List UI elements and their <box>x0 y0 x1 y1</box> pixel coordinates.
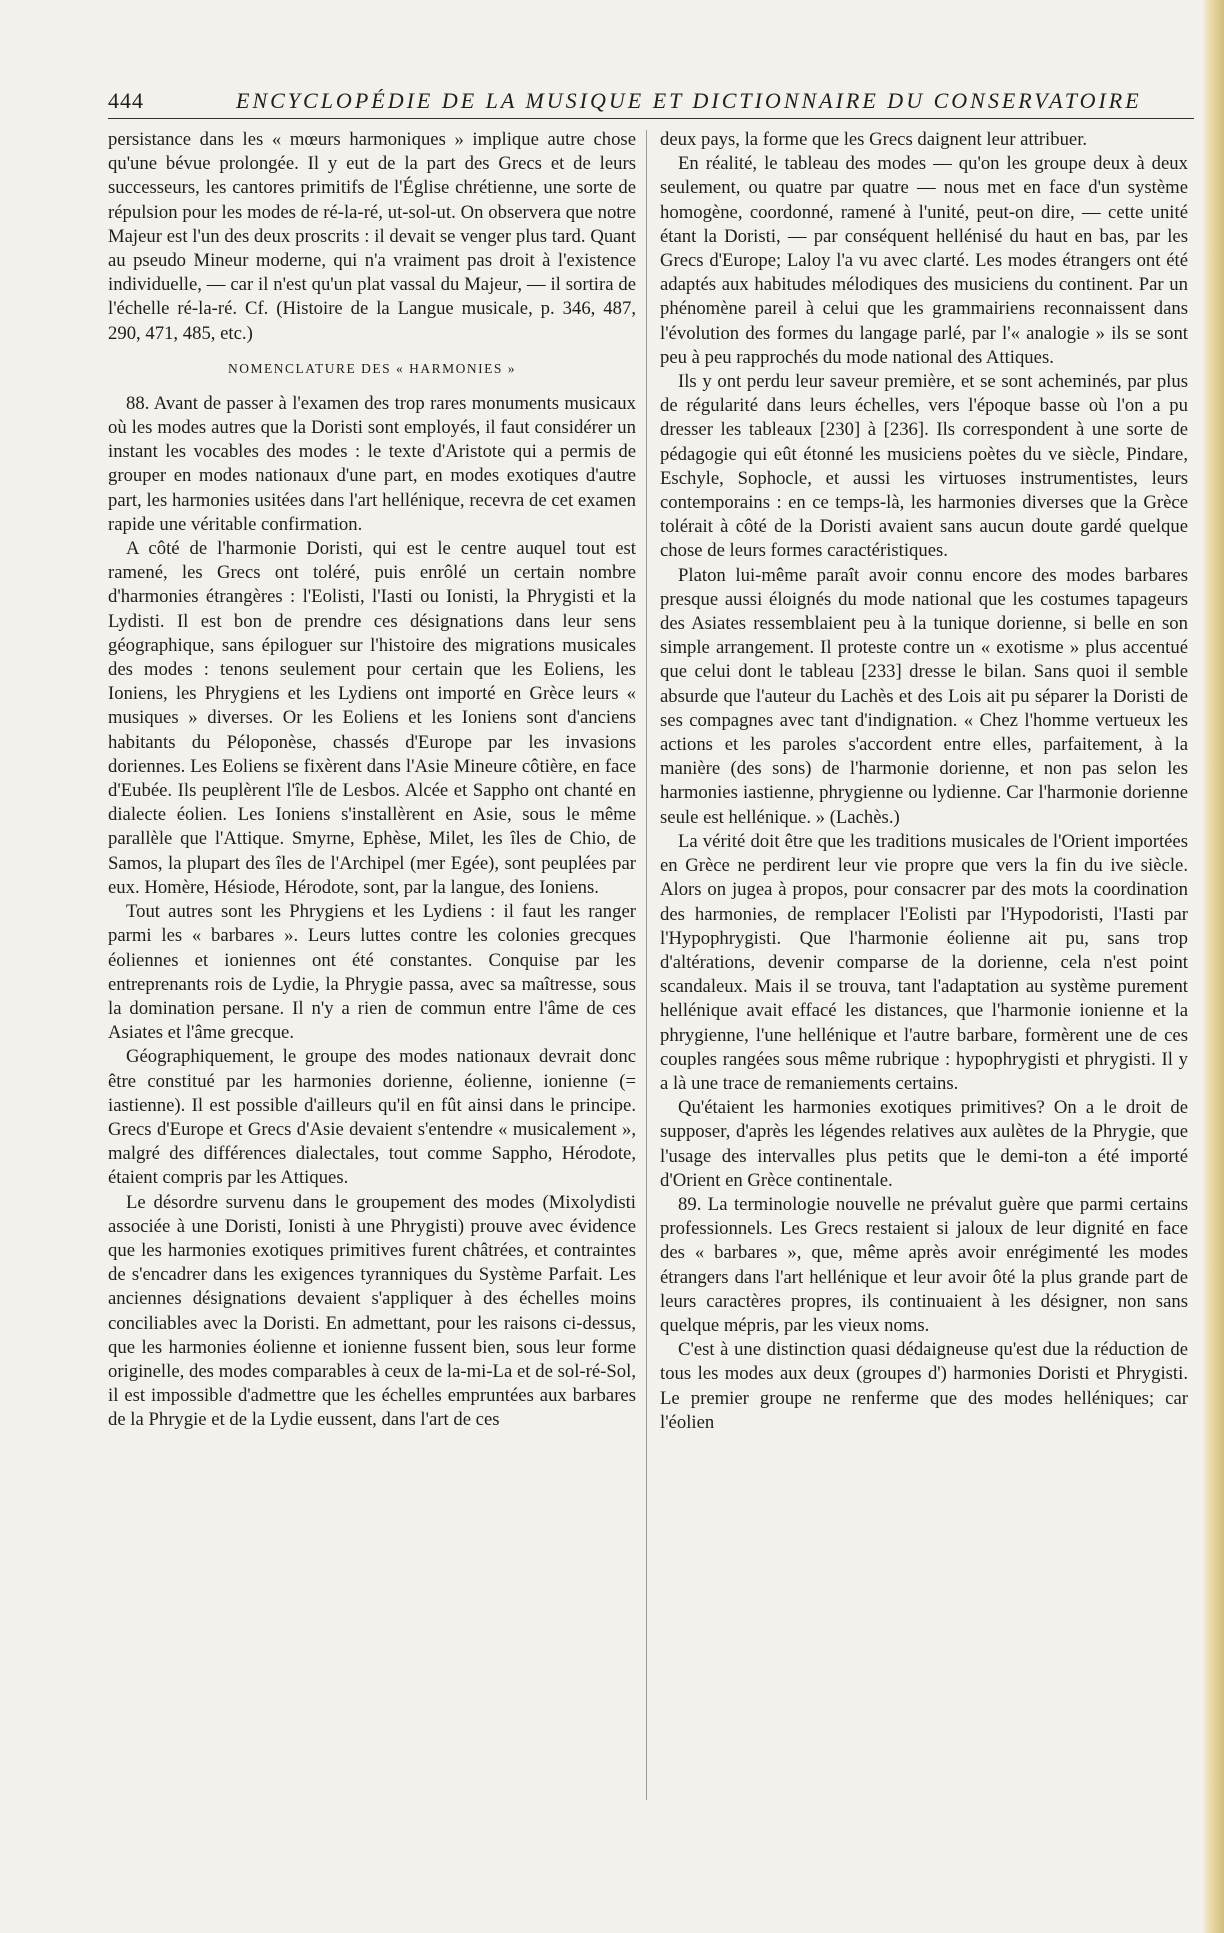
section-heading: NOMENCLATURE DES « HARMONIES » <box>227 360 516 376</box>
paragraph: A côté de l'harmonie Doristi, qui est le centre auquel tout est ramené, les Grecs ont toléré, puis enrôlé un certain nombre d'harmonies étrangères : l'Eolisti, l'Iasti ou Ionisti, la Phrygisti et la Lydisti. Il est bon de prendre ces désignations dans leur sens géographique, sans épiloguer sur l'histoire des migrations musicales des modes : tenons seulement pour certain que les Eoliens, les Ioniens, les Phrygiens et les Lydiens ont importé en Grèce leurs « musiques » diverses. Or les Eoliens et les Ioniens sont d'anciens habitants du Péloponèse, chassés d'Europe par les invasions doriennes. Les Eoliens se fixèrent dans l'Asie Mineure côtière, en face d'Eubée. Ils peuplèrent l'île de Lesbos. Alcée et Sappho ont chanté en dialecte éolien. Les Ioniens s'installèrent en Asie, sous le même parallèle que l'Attique. Smyrne, Ephèse, Milet, les îles de Chio, de Samos, la plupart des îles de l'Archipel (mer Egée), sont peuplées par eux. Homère, Hésiode, Hérodote, sont, par la langue, des Ioniens. <box>108 538 636 898</box>
paragraph: persistance dans les « mœurs harmoniques » implique autre chose qu'une bévue prolongée. Il y eut de la part des Grecs et de leurs successeurs, les cantores primitifs de l'Église chrétienne, une sorte de répulsion pour les modes de ré-la-ré, ut-sol-ut. On observera que notre Majeur est l'un des deux proscrits : il devait se venger plus tard. Quant au pseudo Mineur moderne, qui n'a vraiment pas droit à l'existence individuelle, — car il n'est qu'un plat vassal du Majeur, — il sortira de l'échelle ré-la-ré. Cf. (Histoire de la Langue musicale, p. 346, 487, 290, 471, 485, etc.) <box>108 129 636 344</box>
paragraph: Qu'étaient les harmonies exotiques primitives? On a le droit de supposer, d'après les légendes relatives aux aulètes de la Phrygie, que l'usage des intervalles plus petits que le demi-ton a été importé d'Orient en Grèce continentale. <box>660 1097 1188 1191</box>
running-header <box>108 88 1194 116</box>
paragraph: Platon lui-même paraît avoir connu encore des modes barbares presque aussi éloignés du mode national que les costumes tapageurs des Asiates ressemblaient peu à la tunique dorienne, si belle en son simple arrangement. Il proteste contre un « exotisme » plus accentué que celui dont le tableau [233] dresse le bilan. Sans quoi il semble absurde que l'auteur du Lachès et des Lois ait pu séparer la Doristi de ses compagnes avec tant d'indignation. « Chez l'homme vertueux les actions et les paroles s'accordent entre elles, parfaitement, à la manière (des sons) de l'harmonie dorienne, et non pas selon les harmonies iastienne, phrygienne ou lydienne. Car l'harmonie dorienne seule est hellénique. » (Lachès.) <box>660 564 1188 828</box>
paragraph: En réalité, le tableau des modes — qu'on les groupe deux à deux seulement, ou quatre par quatre — nous met en face d'un système homogène, coordonné, ramené à l'unité, peut-on dire, — cette unité étant la Doristi, — par conséquent hellénisé du haut en bas, par les Grecs d'Europe; Laloy l'a vu avec clarté. Les modes étrangers ont été adaptés aux habitudes mélodiques des musiciens du continent. Par un phénomène pareil à celui que les grammairiens reconnaissent dans l'évolution des formes du langage parlé, par l'« analogie » ils se sont peu à peu rapprochés du mode national des Attiques. <box>660 153 1188 368</box>
paragraph: Le désordre survenu dans le groupement des modes (Mixolydisti associée à une Doristi, Ionisti à une Phrygisti) prouve avec évidence que les harmonies exotiques primitives furent châtrées, et contraintes de s'encadrer dans les exigences tyranniques du Système Parfait. Les anciennes désignations devaient s'appliquer à des échelles moins conciliables avec la Doristi. En admettant, pour les raisons ci-dessus, que les harmonies éolienne et ionienne fussent bien, sous leur forme originelle, des modes comparables à ceux de la-mi-La et de sol-ré-Sol, il est impossible d'admettre que les échelles empruntées aux barbares de la Phrygie et de la Lydie eussent, dans l'art de ces <box>108 1191 636 1431</box>
paragraph: Géographiquement, le groupe des modes nationaux devrait donc être constitué par les harmonies dorienne, éolienne, ionienne (= iastienne). Il est possible d'ailleurs qu'il en fût ainsi dans le principe. Grecs d'Europe et Grecs d'Asie devaient s'entendre « musicalement », malgré des différences dialectales, tout comme Sappho, Hérodote, étaient compris par les Attiques. <box>108 1046 636 1189</box>
right-column <box>660 128 1188 1435</box>
running-title: ENCYCLOPÉDIE DE LA MUSIQUE ET DICTIONNAIRE DU CONSERVATOIRE <box>236 88 1142 113</box>
page-edge <box>1202 0 1224 1933</box>
paragraph: 89. La terminologie nouvelle ne prévalut guère que parmi certains professionnels. Les Grecs restaient si jaloux de leur dignité en face des « barbares », que, même après avoir enrégimenté les modes étrangers dans l'art hellénique et leur avoir ôté la plus grande part de leurs caractères propres, ils continuaient à les désigner, non sans quelque mépris, par les vieux noms. <box>660 1193 1188 1336</box>
paragraph: Tout autres sont les Phrygiens et les Lydiens : il faut les ranger parmi les « barbares ». Leurs luttes contre les colonies grecques éoliennes et ioniennes ont été constantes. Conquise par les entreprenants rois de Lydie, la Phrygie passa, avec sa maîtresse, sous la domination persane. Il n'y a rien de commun entre l'âme de ces Asiates et l'âme grecque. <box>108 901 636 1044</box>
column-divider <box>646 130 647 1800</box>
paragraph: La vérité doit être que les traditions musicales de l'Orient importées en Grèce ne perdirent leur vie propre que vers la fin du ive siècle. Alors on jugea à propos, pour consacrer par des mots la coordination des harmonies, de remplacer l'Eolisti par l'Hypodoristi, l'Iasti par l'Hypophrygisti. Que l'harmonie éolienne ait pu, sans trop d'altérations, devenir comparse de la dorienne, cela n'est point scandaleux. Mais il se trouva, tant l'adaptation au système purement hellénique avait effacé les distances, que l'harmonie ionienne et la phrygienne, l'une hellénique et l'autre barbare, formèrent une de ces couples rangées sous même rubrique : hypophrygisti et phrygisti. Il y a là une trace de remaniements certains. <box>660 830 1188 1094</box>
header-rule <box>108 118 1194 119</box>
page-number: 444 <box>108 88 144 113</box>
paragraph: C'est à une distinction quasi dédaigneuse qu'est due la réduction de tous les modes aux deux (groupes d') harmonies Doristi et Phrygisti. Le premier groupe ne renferme que des modes helléniques; car l'éolien <box>660 1339 1188 1433</box>
left-column <box>108 128 636 1433</box>
paragraph: deux pays, la forme que les Grecs daignent leur attribuer. <box>660 129 1088 150</box>
paragraph: Ils y ont perdu leur saveur première, et se sont acheminés, par plus de régularité dans leurs échelles, vers l'époque basse où l'on a pu dresser les tableaux [230] à [236]. Ils correspondent à une sorte de pédagogie qui eût étonné les musiciens poètes du ve siècle, Pindare, Eschyle, Sophocle, et aussi les virtuoses instrumentistes, leurs contemporains : en ce temps-là, les harmonies diverses que la Grèce tolérait à côté de la Doristi avaient sans aucun doute gardé quelque chose de leurs formes caractéristiques. <box>660 371 1188 562</box>
paragraph: 88. Avant de passer à l'examen des trop rares monuments musicaux où les modes autres que la Doristi sont employés, il faut considérer un instant les vocables des modes : le texte d'Aristote qui a permis de grouper en modes nationaux d'une part, en modes exotiques d'autre part, les harmonies usitées dans l'art hellénique, recevra de cet examen rapide une véritable confirmation. <box>108 392 636 535</box>
